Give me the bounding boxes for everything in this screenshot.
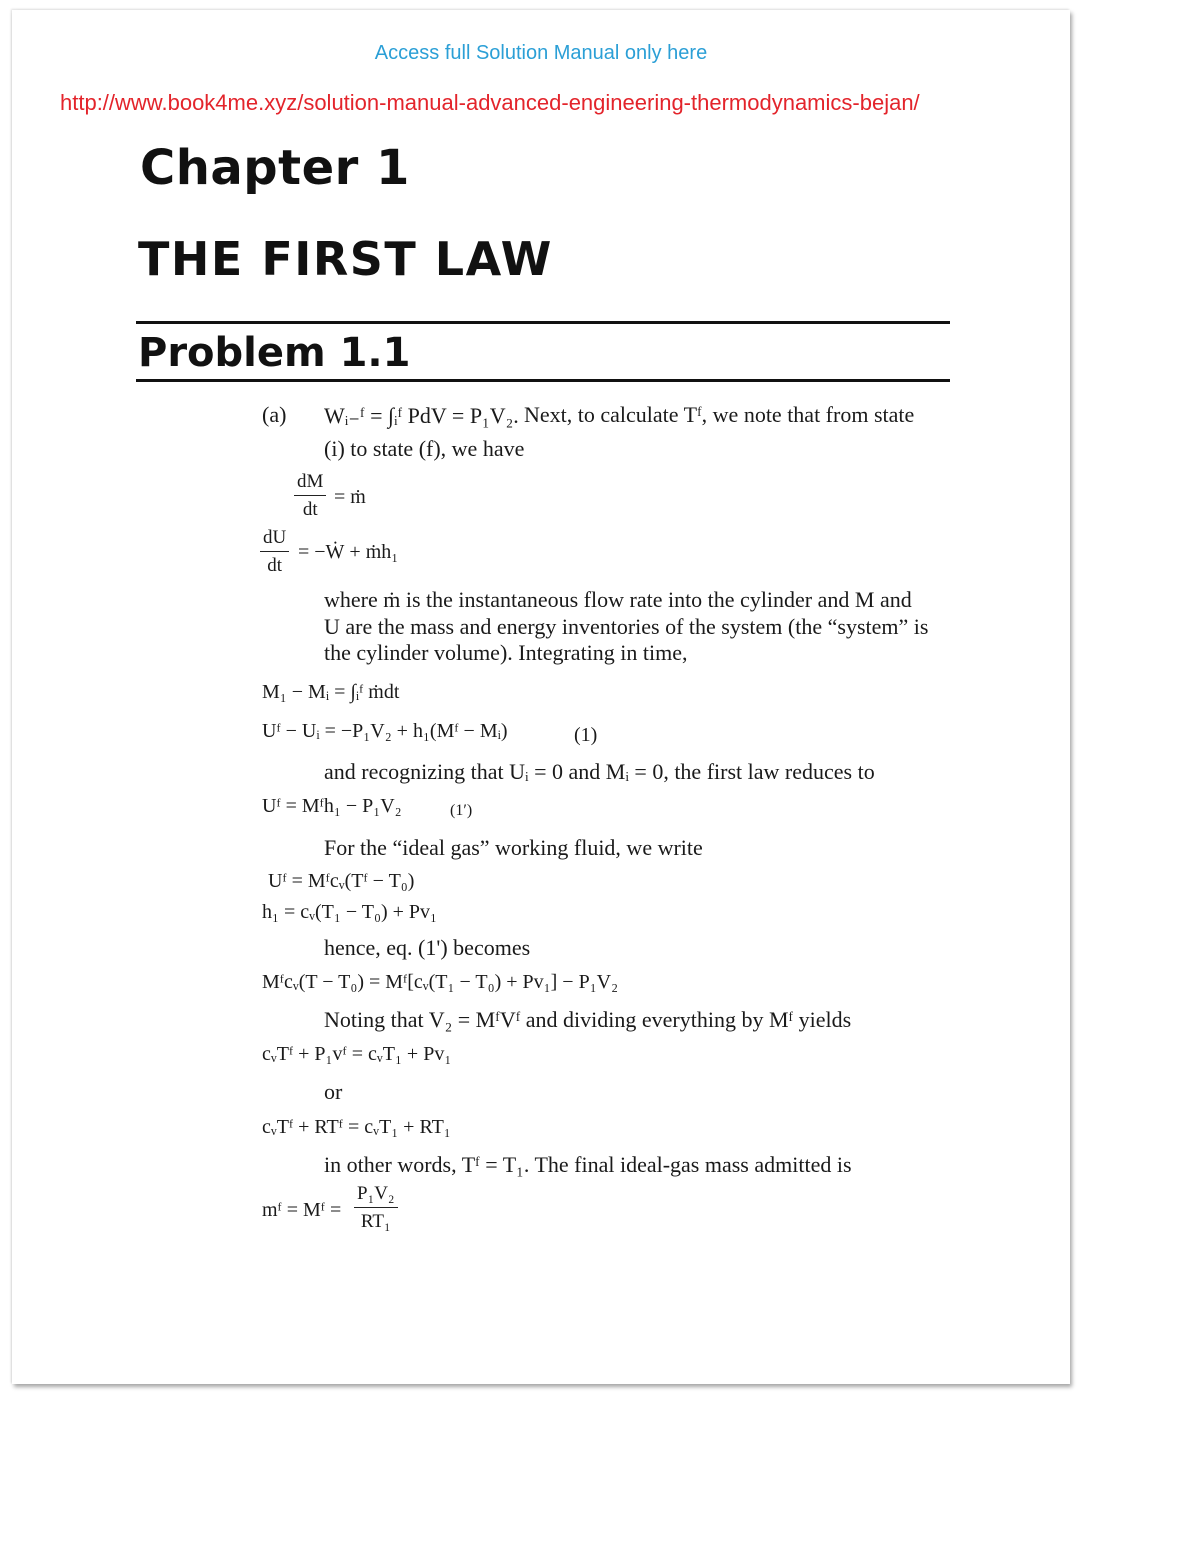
work-equation: Wᵢ₋ᶠ = ∫ᵢᶠ PdV = P₁V₂. bbox=[324, 403, 519, 428]
dm-dt-fraction bbox=[294, 471, 326, 521]
paragraph-1-line-1: where ṁ is the instantaneous flow rate into the cylinder and M and bbox=[324, 587, 912, 612]
paragraph-3: For the “ideal gas” working fluid, we write bbox=[324, 835, 703, 860]
bottom-divider bbox=[136, 379, 950, 382]
dm-numerator: dM bbox=[294, 471, 326, 496]
solution-url-link[interactable]: http://www.book4me.xyz/solution-manual-advanced-engineering-thermodynamics-bejan/ bbox=[60, 90, 920, 115]
problem-title: Problem 1.1 bbox=[138, 330, 411, 376]
document-page bbox=[12, 10, 1070, 1384]
intro-line-2: (i) to state (f), we have bbox=[324, 436, 525, 461]
du-dt-fraction bbox=[260, 527, 289, 577]
paragraph-or: or bbox=[324, 1079, 343, 1104]
combined-equation: Mᶠcᵥ(T − T₀) = Mᶠ[cᵥ(T₁ − T₀) + Pv₁] − P₁V₂ bbox=[262, 971, 619, 993]
part-label: (a) bbox=[262, 402, 287, 427]
paragraph-2: and recognizing that Uᵢ = 0 and Mᵢ = 0, the first law reduces to bbox=[324, 759, 875, 784]
paragraph-1-line-3: the cylinder volume). Integrating in time, bbox=[324, 640, 688, 665]
dm-denominator: dt bbox=[302, 499, 318, 520]
du-rhs: = −Ẇ + ṁh₁ bbox=[298, 541, 399, 563]
energy-equation: Uᶠ − Uᵢ = −P₁V₂ + h₁(Mᶠ − Mᵢ) bbox=[262, 720, 508, 742]
access-text: Access full Solution Manual only here bbox=[374, 42, 708, 64]
paragraph-5: Noting that V₂ = MᶠVᶠ and dividing everything by Mᶠ yields bbox=[324, 1007, 852, 1032]
paragraph-6: in other words, Tᶠ = T₁. The final ideal-gas mass admitted is bbox=[324, 1152, 852, 1177]
enthalpy-equation: h₁ = cᵥ(T₁ − T₀) + Pv₁ bbox=[262, 901, 437, 923]
internal-energy-equation: Uᶠ = Mᶠcᵥ(Tᶠ − T₀) bbox=[268, 870, 415, 892]
gas-constant-equation: cᵥTᶠ + RTᶠ = cᵥT₁ + RT₁ bbox=[262, 1116, 451, 1138]
energy-equation-tag: (1) bbox=[574, 724, 598, 746]
paragraph-4: hence, eq. (1') becomes bbox=[324, 935, 531, 960]
final-mass-fraction bbox=[354, 1183, 398, 1233]
du-numerator: dU bbox=[260, 527, 289, 552]
du-denominator: dt bbox=[267, 555, 282, 576]
reduced-first-law-tag: (1′) bbox=[450, 802, 473, 819]
reduced-first-law: Uᶠ = Mᶠh₁ − P₁V₂ bbox=[262, 795, 402, 817]
chapter-label: Chapter 1 bbox=[140, 140, 410, 196]
final-mass-denominator: RT₁ bbox=[360, 1211, 391, 1232]
top-divider bbox=[136, 321, 950, 324]
final-mass-lhs: mᶠ = Mᶠ = bbox=[262, 1199, 342, 1221]
final-mass-numerator: P₁V₂ bbox=[354, 1183, 398, 1208]
dm-rhs: = ṁ bbox=[334, 486, 366, 508]
divided-equation: cᵥTᶠ + P₁vᶠ = cᵥT₁ + Pv₁ bbox=[262, 1043, 452, 1065]
chapter-title: THE FIRST LAW bbox=[138, 232, 553, 286]
intro-line-1: Next, to calculate Tᶠ, we note that from state bbox=[524, 402, 915, 427]
paragraph-1-line-2: U are the mass and energy inventories of the system (the “system” is bbox=[324, 614, 929, 639]
mass-integral-equation: M₁ − Mᵢ = ∫ᵢᶠ ṁdt bbox=[262, 681, 400, 703]
